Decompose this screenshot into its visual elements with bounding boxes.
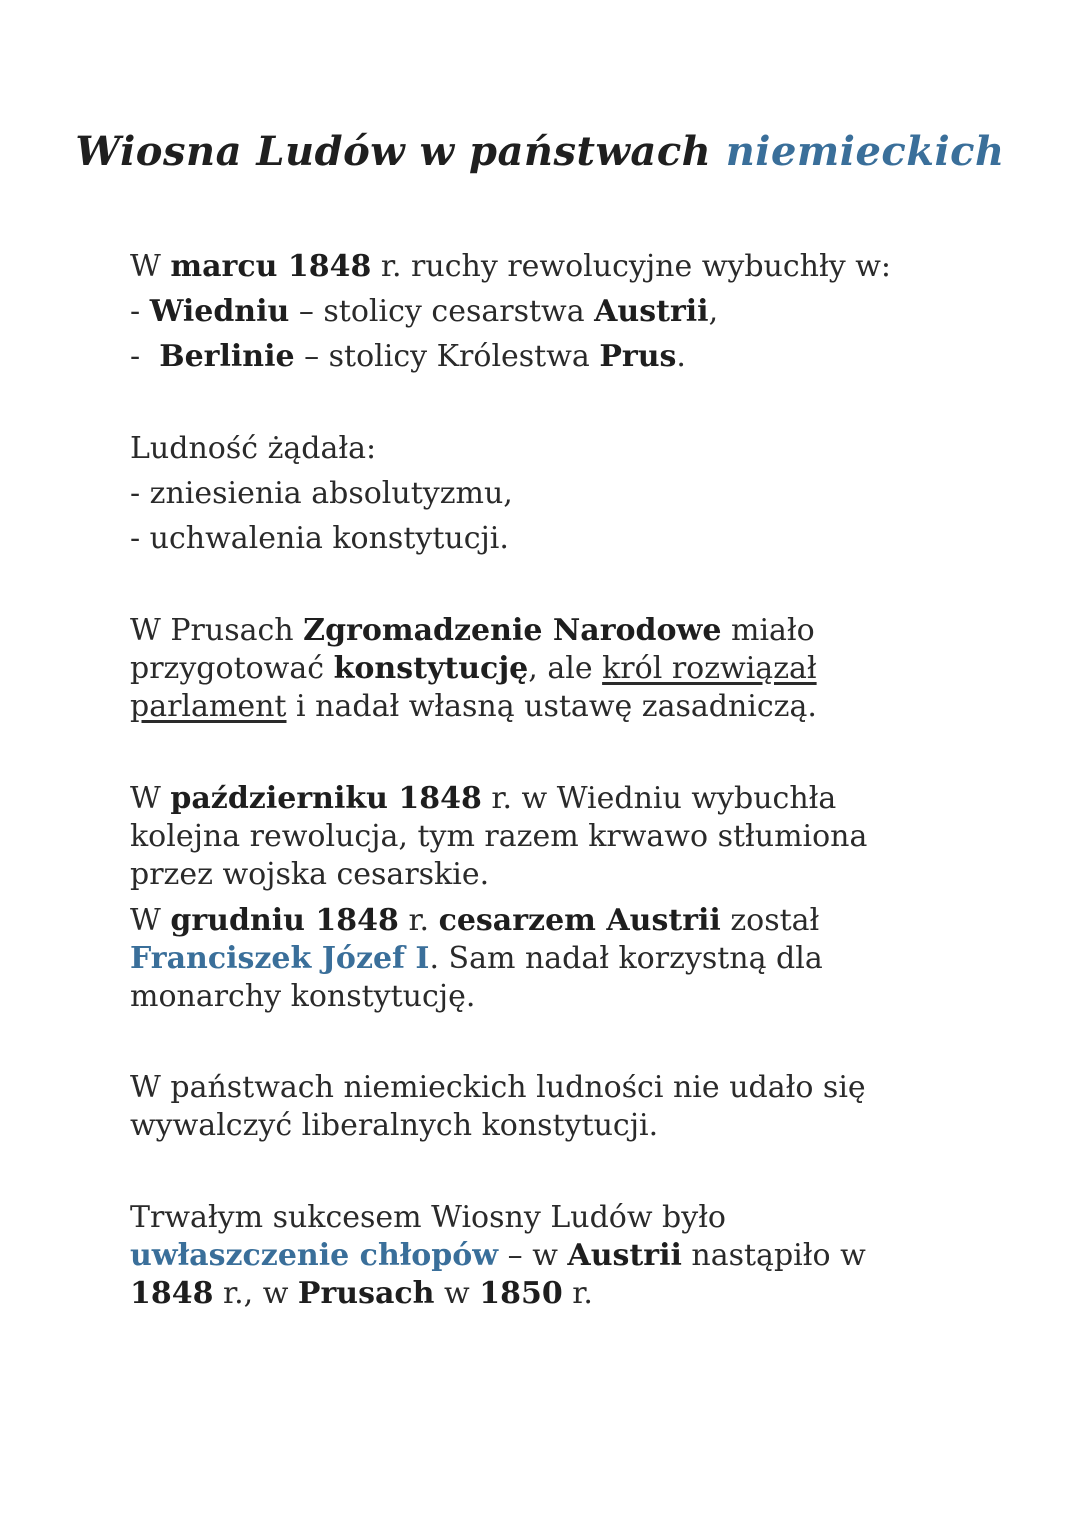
section-prussia <box>130 612 950 726</box>
paragraph-line: W Prusach Zgromadzenie Narodowe miało <box>130 613 815 648</box>
paragraph-heading: Ludność żądała: <box>130 431 377 466</box>
page-title <box>0 128 1080 175</box>
title-part-1: Wiosna Ludów w państwach <box>75 128 712 175</box>
list-item: - Wiedniu – stolicy cesarstwa Austrii, <box>130 294 719 329</box>
paragraph-line: 1848 r., w Prusach w 1850 r. <box>130 1276 593 1311</box>
list-item: - zniesienia absolutyzmu, <box>130 476 513 511</box>
paragraph-line: Franciszek Józef I. Sam nadał korzystną dla <box>130 941 823 976</box>
paragraph-line: parlament i nadał własną ustawę zasadniczą. <box>130 689 817 724</box>
paragraph-line: przygotować konstytucję, ale król rozwiązał <box>130 651 817 686</box>
section-german-states <box>130 1069 950 1145</box>
paragraph-line: wywalczyć liberalnych konstytucji. <box>130 1108 659 1143</box>
paragraph-line: W październiku 1848 r. w Wiedniu wybuchła <box>130 781 837 816</box>
paragraph-line: przez wojska cesarskie. <box>130 857 490 892</box>
paragraph-line: Trwałym sukcesem Wiosny Ludów było <box>130 1200 726 1235</box>
paragraph-line: kolejna rewolucja, tym razem krwawo stłumiona <box>130 819 868 854</box>
paragraph-line: monarchy konstytucję. <box>130 979 476 1014</box>
title-part-2: niemieckich <box>725 128 1005 175</box>
paragraph-line: W marcu 1848 r. ruchy rewolucyjne wybuchły w: <box>130 249 891 284</box>
section-march-1848 <box>130 244 950 379</box>
paragraph-line: W państwach niemieckich ludności nie udało się <box>130 1070 866 1105</box>
section-vienna <box>130 780 950 1016</box>
list-item: - Berlinie – stolicy Królestwa Prus. <box>130 339 686 374</box>
list-item: - uchwalenia konstytucji. <box>130 521 509 556</box>
section-demands <box>130 426 950 561</box>
section-enfranchisement <box>130 1199 950 1313</box>
paragraph-line: uwłaszczenie chłopów – w Austrii nastąpiło w <box>130 1238 866 1273</box>
paragraph-line: W grudniu 1848 r. cesarzem Austrii został <box>130 903 820 938</box>
